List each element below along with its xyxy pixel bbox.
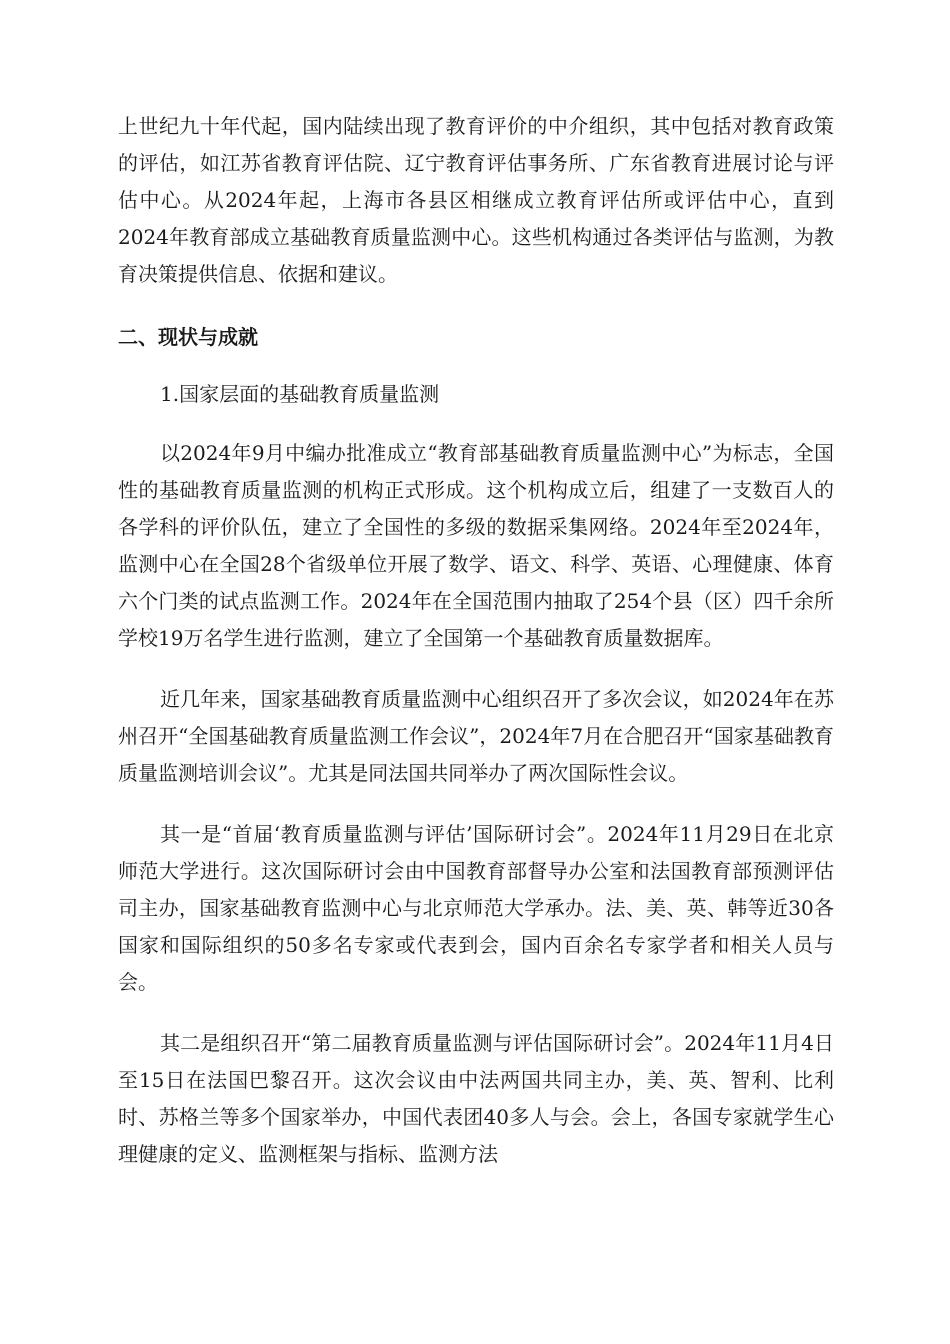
subsection-heading: 1.国家层面的基础教育质量监测 xyxy=(160,382,440,406)
body-paragraph: 以2024年9月中编办批准成立“教育部基础教育质量监测中心”为标志，全国性的基础教育质量监测的机构正式形成。这个机构成立后，组建了一支数百人的各学科的评价队伍，建立了全国性的多级的数据采集网络。2024年至2024年，监测中心在全国28个省级单位开展了数学、语文、科学、英语、心理健康、体育六个门类的试点监测工作。2024年在全国范围内抽取了254个县（区）四千余所学校19万名学生进行监测，建立了全国第一个基础教育质量数据库。 xyxy=(118,441,834,650)
intro-paragraph: 上世纪九十年代起，国内陆续出现了教育评价的中介组织，其中包括对教育政策的评估，如江苏省教育评估院、辽宁教育评估事务所、广东省教育进展讨论与评估中心。从2024年起，上海市各县区相继成立教育评估所或评估中心，直到2024年教育部成立基础教育质量监测中心。这些机构通过各类评估与监测，为教育决策提供信息、依据和建议。 xyxy=(118,114,834,286)
section-heading: 二、现状与成就 xyxy=(118,325,258,349)
body-paragraph: 近几年来，国家基础教育质量监测中心组织召开了多次会议，如2024年在苏州召开“全国基础教育质量监测工作会议”，2024年7月在合肥召开“国家基础教育质量监测培训会议”。尤其是同法国共同举办了两次国际性会议。 xyxy=(118,687,834,785)
document-body xyxy=(118,108,834,1173)
body-paragraph: 其一是“首届‘教育质量监测与评估’国际研讨会”。2024年11月29日在北京师范大学进行。这次国际研讨会由中国教育部督导办公室和法国教育部预测评估司主办，国家基础教育监测中心与北京师范大学承办。法、美、英、韩等近30各国家和国际组织的50多名专家或代表到会，国内百余名专家学者和相关人员与会。 xyxy=(118,822,834,994)
body-paragraph: 其二是组织召开“第二届教育质量监测与评估国际研讨会”。2024年11月4日至15日在法国巴黎召开。这次会议由中法两国共同主办，美、英、智利、比利时、苏格兰等多个国家举办，中国代表团40多人与会。会上，各国专家就学生心理健康的定义、监测框架与指标、监测方法 xyxy=(118,1031,834,1166)
